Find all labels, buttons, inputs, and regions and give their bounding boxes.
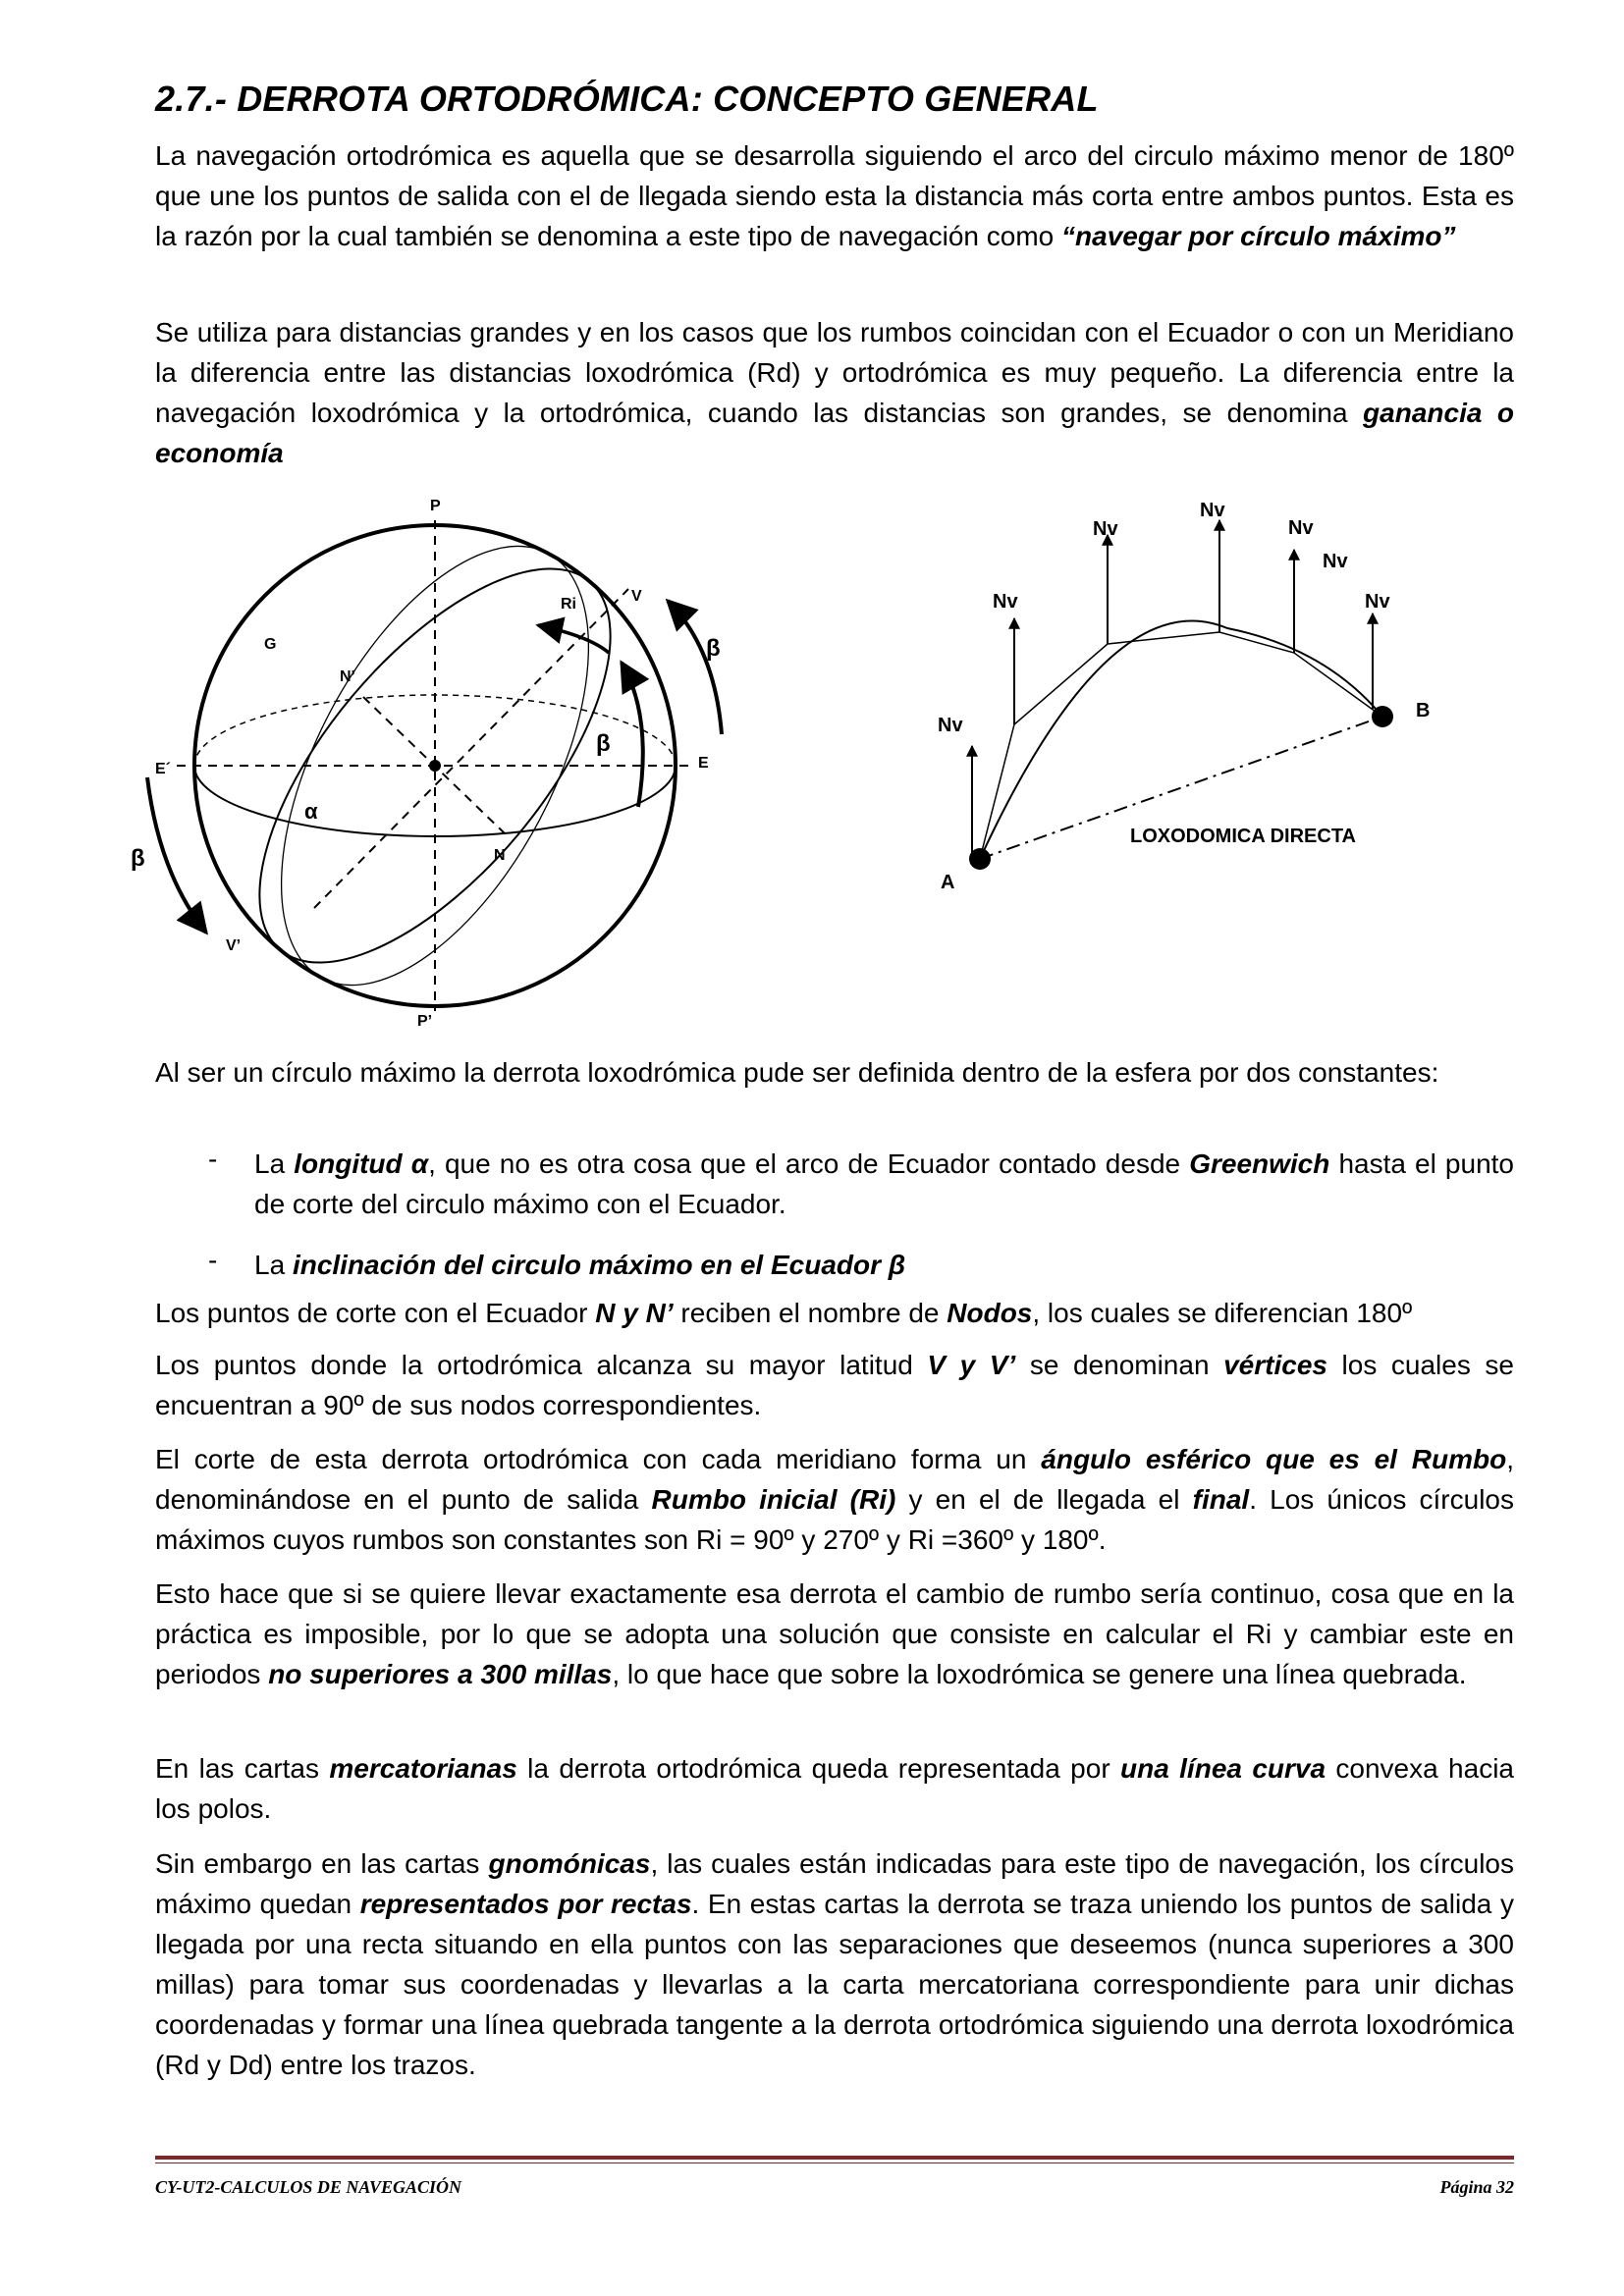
label-beta-inner: β (596, 730, 611, 757)
label-nv: Nv (993, 591, 1018, 613)
label-v: V (631, 588, 642, 605)
label-nv: Nv (1365, 591, 1390, 613)
paragraph-constants: Al ser un círculo máximo la derrota loxodrómica pude ser definida dentro de la esfera por dos constantes: (155, 1057, 1439, 1088)
paragraph-text: convexa hacia los polos. (155, 1753, 1514, 1824)
orthodromic-curve (980, 621, 1382, 859)
paragraph-text: , las cuales están indicadas para este tipo de navegación, los círculos máximo quedan (155, 1848, 1515, 1919)
bullet-text: La (254, 1148, 295, 1179)
emphasis-text: Greenwich (1189, 1148, 1330, 1179)
route-diagram (938, 500, 1430, 893)
paragraph-text: los cuales se encuentran a 90º de sus nodos correspondientes. (155, 1350, 1514, 1420)
label-nv: Nv (938, 715, 963, 736)
label-g: G (264, 636, 277, 653)
label-p: P (430, 498, 441, 514)
emphasis-text: inclinación del circulo máximo en el Ecuador β (292, 1250, 906, 1280)
sphere-diagram (131, 498, 722, 1034)
paragraph-text: Sin embargo en las cartas (155, 1848, 489, 1879)
ri-arrow (538, 625, 609, 653)
emphasis-text: vértices (1223, 1350, 1327, 1380)
paragraph-text: Se utiliza para distancias grandes y en los casos que los rumbos coincidan con el Ecuador o con un Meridiano la diferencia entre las distancias loxodrómica (Rd) y ortodrómica es muy pequeño. La diferencia entre la navegación loxodrómica y la ortodrómica, cuando las distancias son grandes, se denomina (155, 317, 1514, 428)
paragraph-text: la derrota ortodrómica queda representada por (516, 1753, 1121, 1784)
paragraph-text: , los cuales se diferencian 180º (1032, 1298, 1413, 1328)
paragraph-text: Esto hace que si se quiere llevar exactamente esa derrota el cambio de rumbo sería continuo, cosa que en la práctica es imposible, por lo que se adopta una solución que consiste en calcular el Ri y cambiar este en periodos (155, 1578, 1514, 1689)
paragraph-text: , lo que hace que sobre la loxodrómica se genere una línea quebrada. (612, 1659, 1467, 1689)
figures (0, 0, 1624, 1060)
emphasis-text: N y N’ (595, 1298, 674, 1328)
paragraph-vertices (155, 1345, 1514, 1425)
emphasis-text: final (1192, 1484, 1250, 1515)
label-alpha: α (304, 799, 318, 824)
paragraph-rumbo (155, 1439, 1514, 1560)
paragraph-nodes (155, 1293, 1514, 1333)
emphasis-text: ángulo esférico que es el Rumbo (1041, 1444, 1507, 1474)
bullet-longitude (254, 1144, 1514, 1224)
paragraph-text: Los puntos de corte con el Ecuador (155, 1298, 596, 1328)
emphasis-text: no superiores a 300 millas (268, 1659, 613, 1689)
label-beta-outer: β (706, 635, 721, 662)
paragraph-text: La navegación ortodrómica es aquella que se desarrolla siguiendo el arco del circulo máximo menor de 180º que une los puntos de salida con el de llegada siendo esta la distancia más corta entre ambos puntos. Esta es la razón por la cual también se denomina a este tipo de navegación como (155, 140, 1514, 251)
label-a: A (941, 872, 955, 893)
emphasis-text: Nodos (947, 1298, 1033, 1328)
section-title: 2.7.- DERROTA ORTODRÓMICA: CONCEPTO GENERAL (155, 79, 1099, 119)
paragraph-text: se denominan (1015, 1350, 1224, 1380)
emphasis-text: mercatorianas (329, 1753, 517, 1784)
label-beta-left: β (131, 845, 145, 872)
paragraph-text: , denominándose en el punto de salida (155, 1444, 1514, 1515)
label-ri: Ri (561, 596, 576, 613)
bullet-text: hasta el punto de corte del circulo máximo con el Ecuador. (254, 1148, 1514, 1219)
paragraph-text: . En estas cartas la derrota se traza uniendo los puntos de salida y llegada por una recta situando en ella puntos con las separaciones que deseemos (nunca superiores a 300 millas) para tomar sus coordenadas y llevarlas a la carta mercatoriana correspondiente para unir dichas coordenadas y formar una línea quebrada tangente a la derrota ortodrómica siguiendo una derrota loxodrómica (Rd y Dd) entre los trazos. (155, 1889, 1514, 2080)
bullet-text: , que no es otra cosa que el arco de Ecuador contado desde (428, 1148, 1190, 1179)
label-nv: Nv (1323, 551, 1348, 572)
footer-rule (155, 2156, 1514, 2160)
label-n-prime: N’ (340, 668, 355, 685)
label-n: N (494, 847, 506, 864)
emphasis-text: gnomónicas (488, 1848, 651, 1879)
paragraph-text: . Los únicos círculos máximos cuyos rumbos son constantes son Ri = 90º y 270º y Ri =360º y 180º. (155, 1484, 1514, 1555)
paragraph-text: El corte de esta derrota ortodrómica con cada meridiano forma un (155, 1444, 1042, 1474)
emphasis-text: ganancia o economía (155, 398, 1514, 468)
label-loxodromic: LOXODOMICA DIRECTA (1130, 826, 1356, 847)
beta-arrow-outer (668, 601, 722, 734)
label-nv: Nv (1288, 517, 1314, 539)
paragraph-mercator (155, 1748, 1514, 1829)
paragraph-text: reciben el nombre de (673, 1298, 947, 1328)
paragraph-change (155, 1574, 1514, 1694)
paragraph-gnomonic (155, 1843, 1514, 2085)
emphasis-text: longitud α (294, 1148, 429, 1179)
point-b (1372, 706, 1393, 727)
label-e-prime: E´ (155, 761, 171, 777)
emphasis-text: Rumbo inicial (Ri) (651, 1484, 896, 1515)
footer-page-number: Página 32 (1439, 2177, 1514, 2197)
paragraph-text: y en el de llegada el (895, 1484, 1193, 1515)
bullet-dash: - (208, 1245, 218, 1275)
point-a (969, 848, 991, 870)
emphasis-text: V y V’ (927, 1350, 1016, 1380)
label-b: B (1416, 700, 1431, 721)
label-nv: Nv (1200, 500, 1225, 521)
label-v-prime: V’ (226, 937, 242, 954)
beta-arrow-inner (622, 663, 643, 807)
paragraph-text: Los puntos donde la ortodrómica alcanza su mayor latitud (155, 1350, 928, 1380)
emphasis-text: representados por rectas (359, 1889, 692, 1919)
emphasis-text: una línea curva (1120, 1753, 1326, 1784)
label-p-prime: P’ (417, 1013, 433, 1030)
emphasis-text: “navegar por círculo máximo” (1061, 221, 1456, 251)
bullet-inclination (254, 1245, 1514, 1285)
label-e: E (698, 755, 709, 772)
bullet-dash: - (208, 1144, 218, 1174)
sphere-center (429, 760, 441, 772)
label-nv: Nv (1093, 518, 1118, 540)
paragraph-text: En las cartas (155, 1753, 330, 1784)
footer-course-title: CY-UT2-CALCULOS DE NAVEGACIÓN (155, 2177, 462, 2197)
bullet-text: La (254, 1250, 293, 1280)
